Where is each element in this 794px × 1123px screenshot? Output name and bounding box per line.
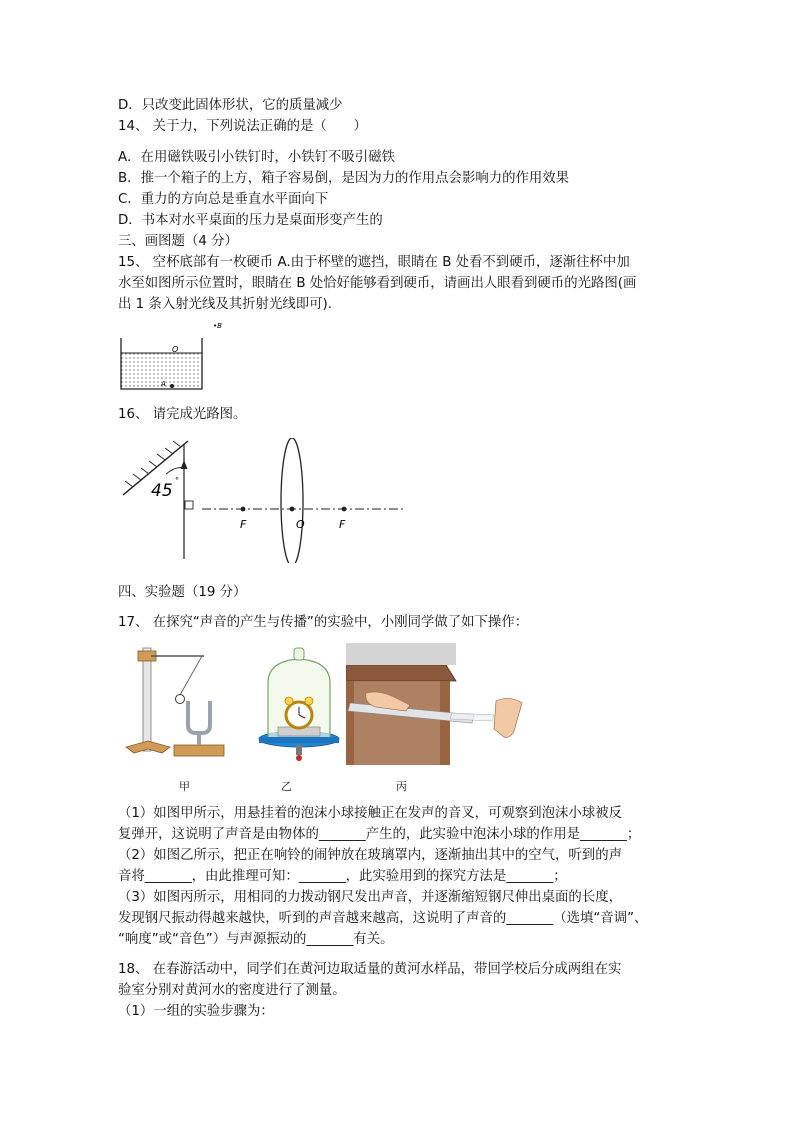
tuning-fork <box>188 701 210 733</box>
q15-line2: 水至如图所示位置时，眼睛在 B 处恰好能够看到硬币，请画出人眼看到硬币的光路图(画 <box>118 276 637 291</box>
degree-sign: ° <box>175 476 179 485</box>
q17-p3a: （3）如图丙所示，用相同的力拨动钢尺发出声音，并逐渐缩短钢尺伸出桌面的长度， <box>118 890 622 905</box>
center-label: O <box>296 518 305 531</box>
q17-p1a: （1）如图甲所示，用悬挂着的泡沫小球接触正在发声的音叉，可观察到泡沫小球被反 <box>118 806 622 821</box>
q17-stem: 17、 在探究“声音的产生与传播”的实验中，小刚同学做了如下操作： <box>118 615 529 630</box>
label-a: A <box>161 380 166 388</box>
convex-lens <box>281 438 303 563</box>
q13-option-d: D．只改变此固体形状，它的质量减少 <box>118 98 343 113</box>
q17-p2a: （2）如图乙所示，把正在响铃的闹钟放在玻璃罩内，逐渐抽出其中的空气，听到的声 <box>118 848 622 863</box>
q14-option-a: A．在用磁铁吸引小铁钉时，小铁钉不吸引磁铁 <box>118 150 395 165</box>
jar-plate-side <box>259 737 339 743</box>
section4-title: 四、实验题（19 分） <box>118 585 247 600</box>
q14-option-b: B．推一个箱子的上方，箱子容易倒，是因为力的作用点会影响力的作用效果 <box>118 171 570 186</box>
caption-jia: 甲 <box>179 780 190 793</box>
ruler-figure <box>346 643 536 768</box>
tuning-fork-figure <box>118 643 250 768</box>
focus-left-label: F <box>240 518 247 531</box>
q17-p2b: 音将_______，由此推理可知：_______，此实验用到的探究方法是_______； <box>118 869 567 884</box>
q15-line3: 出 1 条入射光线及其折射光线即可). <box>118 297 332 312</box>
bell-jar-figure <box>258 643 340 768</box>
clock-bell-right <box>305 697 313 705</box>
label-o: O <box>172 345 179 354</box>
q16-stem: 16、 请完成光路图。 <box>118 407 247 422</box>
q18-line3: （1）一组的实验步骤为： <box>118 1004 274 1019</box>
foam-ball <box>176 695 185 704</box>
vacuum-pipe <box>296 745 302 755</box>
coin-icon <box>170 384 174 388</box>
fork-base <box>174 745 224 756</box>
angle-label: 45 <box>151 481 173 501</box>
valve-icon <box>296 755 302 761</box>
plucking-hand <box>494 698 522 737</box>
string <box>180 656 202 695</box>
q18-line1: 18、 在春游活动中，同学们在黄河边取适量的黄河水样品，带回学校后分成两组在实 <box>118 962 622 977</box>
q17-p1b: 复弹开，这说明了声音是由物体的_______产生的，此实验中泡沫小球的作用是_______； <box>118 827 641 842</box>
focus-right-label: F <box>339 518 346 531</box>
q14-stem: 14、 关于力，下列说法正确的是（ ） <box>118 119 367 134</box>
focus-left-dot <box>241 507 246 512</box>
right-angle-mark <box>185 501 193 509</box>
caption-yi: 乙 <box>281 780 292 793</box>
cup-figure <box>112 316 222 396</box>
caption-bing: 丙 <box>396 780 407 793</box>
q18-line2: 验室分别对黄河水的密度进行了测量。 <box>118 983 346 998</box>
table-top <box>346 665 456 681</box>
label-b: •B <box>213 322 222 330</box>
section3-title: 三、画图题（4 分） <box>118 234 238 249</box>
q17-p3b: 发现钢尺振动得越来越快，听到的声音越来越高，这说明了声音的_______（选填“音调”、 <box>118 911 648 926</box>
lens-figure <box>118 438 408 563</box>
q15-line1: 15、 空杯底部有一枚硬币 A.由于杯壁的遮挡，眼睛在 B 处看不到硬币，逐渐往杯中加 <box>118 255 630 270</box>
q14-option-c: C．重力的方向总是垂直水平面向下 <box>118 192 329 207</box>
center-dot <box>290 507 295 512</box>
table-front <box>346 681 450 765</box>
clock-bell-left <box>285 697 293 705</box>
focus-right-dot <box>342 507 347 512</box>
stand-pole <box>143 648 151 751</box>
q14-option-d: D．书本对水平桌面的压力是桌面形变产生的 <box>118 213 383 228</box>
q17-p3c: “响度”或“音色”）与声源振动的_______有关。 <box>118 932 394 947</box>
wall-bg <box>346 643 456 665</box>
jar-knob <box>294 648 304 660</box>
